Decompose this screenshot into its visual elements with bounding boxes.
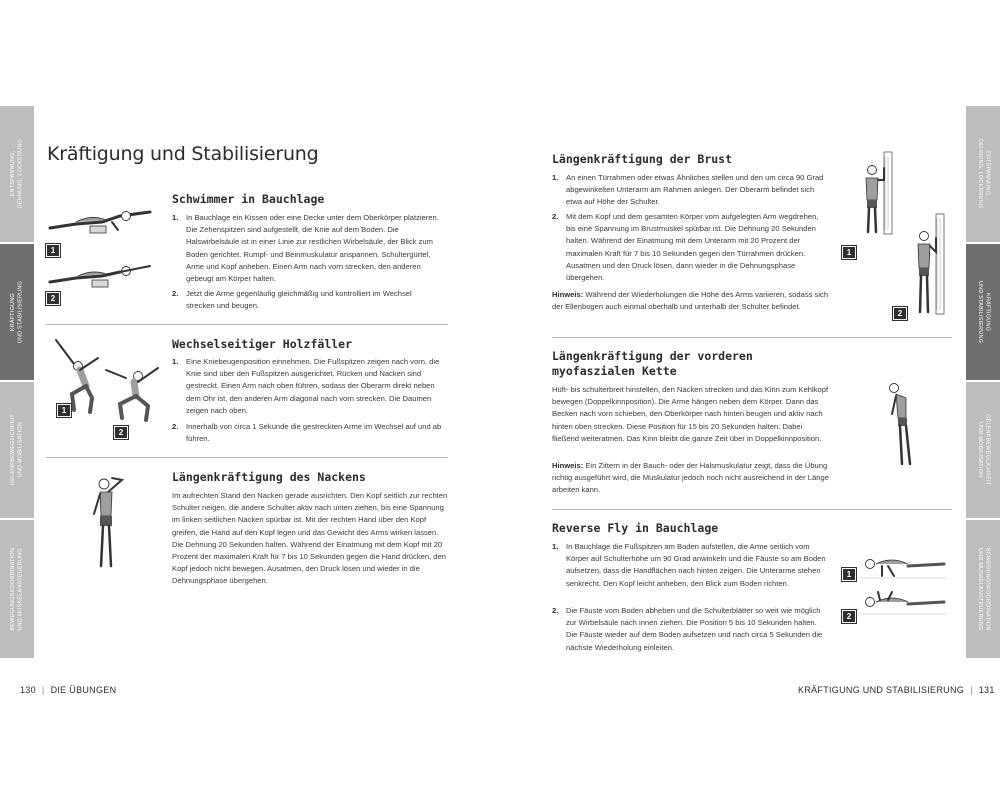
swimmer-illustration-1 <box>46 204 156 240</box>
figure-badge: 2 <box>46 292 60 305</box>
side-tab-koordination-right[interactable]: BEWEGUNGSKOORDINATION UND MUSKELANSTEUERUNG <box>966 520 1000 658</box>
reverse-fly-illustration-1 <box>858 550 948 584</box>
exercise-title-myofaszial: Längenkräftigung der vorderen myofaszialen Kette <box>552 349 753 378</box>
chest-stretch-illustration-2 <box>904 212 950 316</box>
figure-badge: 2 <box>842 610 856 623</box>
exercise-step: 1. In Bauchlage ein Kissen oder eine Decke unter dem Oberkörper platzieren. Die Zehenspitzen sind aufgestellt, die Knie auf dem Boden. Die Halswirbelsäule ist in einer Linie zur restlichen Wirbelsäule, der Blick zum Boden gerichtet. Rumpf- und Beinmuskulatur anspannen. Schultergürtel, Arme und Kopf anheben. Einen Arm nach vorn strecken, den anderen gebeugt am Körper halten. <box>172 213 439 284</box>
figure-badge: 2 <box>893 307 907 320</box>
exercise-title-nacken: Längenkräftigung des Nackens <box>172 470 366 484</box>
woodchopper-illustration-1 <box>46 336 106 416</box>
swimmer-illustration-2 <box>46 262 156 292</box>
exercise-hint: Hinweis: Ein Zittern in der Bauch- oder der Halsmuskulatur zeigt, dass die Übung richtig ausgeführt wird, die Muskulatur jedoch noch nicht ausreichend in der Länge arbeiten kann. <box>552 461 829 495</box>
figure-badge: 1 <box>842 246 856 259</box>
side-tab-gelenk-right[interactable]: GELENKBEWEGLICHKEIT UND MOBILISATION <box>966 382 1000 518</box>
exercise-step: 2. Die Fäuste vom Boden abheben und die Schulterblätter so weit wie möglich zur Wirbelsäule nach innen ziehen. Die Position 5 bis 10 Sekunden halten. Die Fäuste wieder auf dem Boden aufsetzen und nach circa 5 Sekunden die nächste Wiederholung einleiten. <box>552 606 823 652</box>
side-tab-gelenk-left[interactable]: GELENKBEWEGLICHKEIT UND MOBILISATION <box>0 382 34 518</box>
section-divider <box>46 457 448 458</box>
figure-badge: 1 <box>46 244 60 257</box>
exercise-step: 2. Jetzt die Arme gegenläufig gleichmäßig und kontrolliert im Wechsel strecken und beugen. <box>172 289 412 311</box>
section-divider <box>552 337 952 338</box>
exercise-title-reverse-fly: Reverse Fly in Bauchlage <box>552 521 719 535</box>
exercise-title-holzfaeller: Wechselseitiger Holzfäller <box>172 337 353 351</box>
side-tab-entspannung-left[interactable]: ENTSPANNUNG, DEHNUNG, LOCKERUNG <box>0 106 34 242</box>
figure-badge: 2 <box>114 426 128 439</box>
exercise-hint: Hinweis: Während der Wiederholungen die Höhe des Arms variieren, sodass sich der Ellenbogen auch einmal oberhalb und unterhalb der Schulter befindet. <box>552 290 829 312</box>
exercise-description: Hüft- bis schulterbreit hinstellen, den Nacken strecken und das Kinn zum Kehlkopf bewegen (Doppelkinnposition). Die Arme hängen neben dem Körper. Dann das Becken nach vorn schieben, den Oberkörper nach hinten beugen und aktiv nach hinten oben strecken. Diese Position für 15 bis 20 Sekunden halten. Dabei fließend weiteratmen. Das Kinn bleibt die ganze Zeit über in Doppelkinnposition. <box>552 385 829 443</box>
chest-stretch-illustration-1 <box>852 150 898 236</box>
page-title: Kräftigung und Stabilisierung <box>47 143 319 165</box>
exercise-step: 1. In Bauchlage die Fußspitzen am Boden aufstellen, die Arme seitlich vom Körper auf Schulterhöhe um 90 Grad anwinkeln und die Fäuste so am Boden aufsetzen, dass die Handflächen nach hinten zeigen. Die Unterarme stehen senkrecht. Den Kopf leicht anheben, den Blick zum Boden richten. <box>552 542 826 588</box>
side-tab-kraeftigung-left[interactable]: KRÄFTIGUNG UND STABILISIERUNG <box>0 244 34 380</box>
footer-left: 130 | DIE ÜBUNGEN <box>20 685 117 695</box>
exercise-title-brust: Längenkräftigung der Brust <box>552 152 733 166</box>
exercise-step: 2. Innerhalb von circa 1 Sekunde die gestreckten Arme im Wechsel auf und ab führen. <box>172 422 442 444</box>
figure-badge: 1 <box>57 404 71 417</box>
section-divider <box>552 509 952 510</box>
exercise-step: 2. Mit dem Kopf und dem gesamten Körper vom aufgelegten Arm wegdrehen, bis eine Spannung im Brustmuskel spürbar ist. Die Dehnung 20 Sekunden halten. Während der Einatmung mit dem Unterarm mit 20 Prozent der maximalen Kraft für 7 bis 10 Sekunden gegen den Türrahmen drücken. Ausatmen und den Druck lösen, dann wieder in die Dehnungsphase übergehen. <box>552 212 819 283</box>
woodchopper-illustration-2 <box>100 360 164 424</box>
neck-stretch-illustration <box>78 472 134 572</box>
side-tab-entspannung-right[interactable]: ENTSPANNUNG, DEHNUNG, LOCKERUNG <box>966 106 1000 242</box>
footer-right: KRÄFTIGUNG UND STABILISIERUNG | 131 <box>798 685 995 695</box>
side-tab-kraeftigung-right[interactable]: KRÄFTIGUNG UND STABILISIERUNG <box>966 244 1000 380</box>
exercise-description: Im aufrechten Stand den Nacken gerade ausrichten. Den Kopf seitlich zur rechten Schulter neigen, die andere Schulter aktiv nach unten ziehen, bis eine Spannung im linken seitlichen Nacken spürbar ist. Mit der rechten Hand über den Kopf greifen, die Hand auf den Kopf legen und das Gewicht des Arms wirken lassen. Die Dehnung 20 Sekunden halten. Während der Einatmung mit dem Kopf mit 20 Prozent der maximalen Kraft für 7 bis 10 Sekunden gegen die Hand drücken, den Kopf jedoch nicht bewegen. Ausatmen, den Druck lösen und wieder in die Dehnungsphase übergehen. <box>172 491 448 586</box>
exercise-step: 1. An einen Türrahmen oder etwas Ähnliches stellen und den um circa 90 Grad abgewinkelten Unterarm am Rahmen anlegen. Der Oberarm befindet sich etwa auf Höhe der Schulter. <box>552 173 824 207</box>
reverse-fly-illustration-2 <box>858 590 948 620</box>
figure-badge: 1 <box>842 568 856 581</box>
section-divider <box>46 324 448 325</box>
side-tab-koordination-left[interactable]: BEWEGUNGSKOORDINATION UND MUSKELANSTEUERUNG <box>0 520 34 658</box>
front-chain-stretch-illustration <box>880 378 920 468</box>
exercise-title-schwimmer: Schwimmer in Bauchlage <box>172 192 325 206</box>
exercise-step: 1. Eine Kniebeugenposition einnehmen. Die Fußspitzen zeigen nach vorn, die Knie sind über den Fußspitzen ausgerichtet. Rücken und Nacken sind gestreckt. Einen Arm nach oben führen, sodass der Oberarm direkt neben dem Ohr ist, den anderen Arm diagonal nach vorn strecken. Die Daumen zeigen nach oben. <box>172 357 440 415</box>
